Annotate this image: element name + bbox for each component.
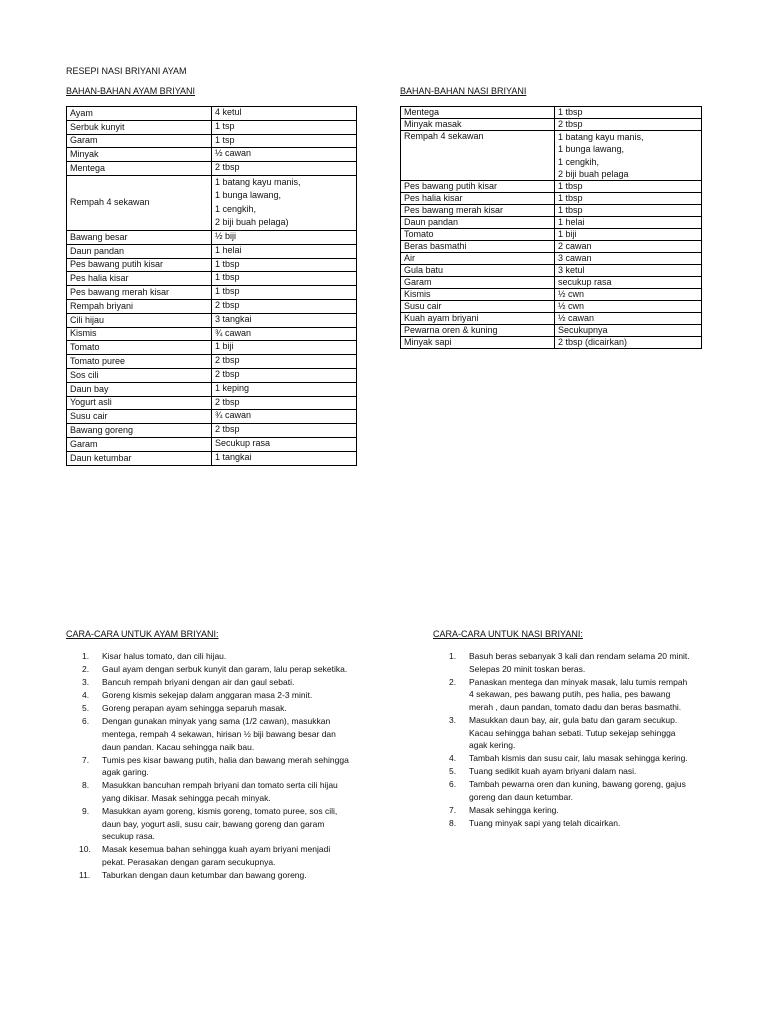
ayam-ingredient-row [67, 327, 357, 341]
ayam-ingredient-qty-line: 1 batang kayu manis, [215, 176, 301, 187]
ayam-ingredient-qty-line: 1 bunga lawang, [215, 190, 282, 201]
ayam-ingredient-row [67, 382, 357, 396]
nasi-ingredient-row [401, 313, 702, 325]
ayam-ingredient-name: Kismis [67, 327, 212, 341]
step-number: 3. [82, 677, 90, 688]
nasi-ingredient-qty: 2 tbsp (dicairkan) [555, 337, 702, 349]
ayam-ingredient-name: Pes bawang putih kisar [67, 258, 212, 272]
nasi-ingredient-name: Mentega [401, 107, 555, 119]
ayam-ingredient-row [67, 134, 357, 148]
nasi-ingredient-name: Garam [401, 277, 555, 289]
ayam-ingredient-name: Sos cili [67, 368, 212, 382]
nasi-ingredient-row [401, 205, 702, 217]
step-text-line: Selepas 20 minit toskan beras. [469, 663, 586, 674]
ayam-ingredient-qty: 2 tbsp [212, 368, 357, 382]
method-step [437, 676, 707, 714]
ayam-ingredient-row [67, 175, 357, 230]
nasi-ingredient-name: Air [401, 253, 555, 265]
step-number: 7. [449, 805, 457, 816]
method-step [437, 817, 707, 830]
method-step [70, 805, 365, 843]
nasi-ingredient-row [401, 289, 702, 301]
nasi-ingredient-row [401, 325, 702, 337]
step-text-line: daun pandan. Kacau sehingga naik bau. [102, 741, 255, 752]
ayam-ingredient-qty: ¾ cawan [212, 327, 357, 341]
method-step [70, 689, 365, 702]
step-text-line: Taburkan dengan daun ketumbar dan bawang goreng. [102, 870, 307, 881]
ayam-ingredient-qty: 1 tsp [212, 134, 357, 148]
ayam-ingredient-name: Minyak [67, 148, 212, 162]
ayam-ingredient-row [67, 162, 357, 176]
ayam-ingredient-name: Pes halia kisar [67, 272, 212, 286]
step-text-line: Gaul ayam dengan serbuk kunyit dan garam, lalu perap seketika. [102, 664, 348, 675]
ayam-ingredient-row [67, 299, 357, 313]
method-step [437, 765, 707, 778]
nasi-ingredient-name: Gula batu [401, 265, 555, 277]
nasi-ingredient-qty: 1 tbsp [555, 205, 702, 217]
ayam-ingredient-qty: 1 keping [212, 382, 357, 396]
method-step [70, 650, 365, 663]
ayam-ingredient-row [67, 396, 357, 410]
method-step [437, 752, 707, 765]
step-text-line: Masak sehingga kering. [469, 805, 559, 816]
ayam-ingredient-name: Pes bawang merah kisar [67, 286, 212, 300]
nasi-ingredient-qty: 3 ketul [555, 265, 702, 277]
method-step [437, 778, 707, 803]
nasi-ingredient-qty: secukup rasa [555, 277, 702, 289]
step-text-line: Goreng kismis sekejap dalam anggaran masa 2-3 minit. [102, 690, 313, 701]
method-step [70, 754, 365, 779]
step-text-line: 4 sekawan, pes bawang putih, pes halia, pes bawang [469, 689, 671, 700]
ayam-ingredient-qty: Secukup rasa [212, 437, 357, 451]
step-text-line: agak garing. [102, 767, 149, 778]
nasi-ingredient-name: Kuah ayam briyani [401, 313, 555, 325]
nasi-method-list [437, 650, 707, 830]
ayam-ingredients-body [67, 107, 357, 466]
step-number: 10. [79, 844, 91, 855]
ayam-ingredient-row [67, 120, 357, 134]
method-step [437, 714, 707, 752]
method-step [70, 843, 365, 868]
nasi-ingredients-body [401, 107, 702, 349]
ayam-ingredient-qty: 1 helai [212, 244, 357, 258]
nasi-ingredient-row [401, 181, 702, 193]
nasi-ingredient-qty: 1 tbsp [555, 193, 702, 205]
method-step [70, 676, 365, 689]
ayam-ingredient-qty [212, 175, 357, 230]
step-text-line: agak kering. [469, 740, 516, 751]
nasi-ingredients-table [400, 106, 702, 349]
step-number: 8. [82, 780, 90, 791]
step-number: 4. [449, 753, 457, 764]
method-step [70, 869, 365, 882]
nasi-ingredient-qty: 1 biji [555, 229, 702, 241]
step-text-line: Kisar halus tomato, dan cili hijau. [102, 651, 227, 661]
nasi-ingredient-qty [555, 131, 702, 181]
ayam-ingredient-row [67, 148, 357, 162]
nasi-ingredient-qty: 3 cawan [555, 253, 702, 265]
ayam-method-list [70, 650, 365, 882]
nasi-ingredient-qty-line: 1 bunga lawang, [558, 144, 625, 155]
nasi-ingredient-row [401, 131, 702, 181]
nasi-ingredient-qty-line: 1 batang kayu manis, [558, 132, 644, 142]
step-text-line: Bancuh rempah briyani dengan air dan gaul sebati. [102, 677, 295, 688]
nasi-ingredient-row [401, 107, 702, 119]
ayam-ingredient-row [67, 230, 357, 244]
ayam-ingredient-name: Daun pandan [67, 244, 212, 258]
step-text-line: pekat. Perasakan dengan garam secukupnya. [102, 857, 276, 867]
ayam-ingredient-row [67, 272, 357, 286]
nasi-ingredient-qty-line: 2 biji buah pelaga [558, 168, 629, 179]
step-text-line: Masukkan daun bay, air, gula batu dan garam secukup. [469, 714, 678, 725]
nasi-ingredient-qty: 1 tbsp [555, 107, 702, 119]
ayam-ingredient-qty: ½ biji [212, 230, 357, 244]
ayam-ingredient-row [67, 424, 357, 438]
step-text-line: Tambah pewarna oren dan kuning, bawang goreng, gajus [469, 779, 686, 790]
step-number: 1. [82, 651, 90, 661]
ayam-ingredient-row [67, 368, 357, 382]
nasi-ingredient-row [401, 119, 702, 131]
nasi-ingredient-qty: ½ cwn [555, 289, 702, 301]
method-step [70, 663, 365, 676]
ayam-ingredient-qty: 1 tsp [212, 120, 357, 134]
step-text-line: daun bay, yogurt asli, susu cair, bawang goreng dan garam [102, 818, 325, 829]
ayam-ingredient-name: Rempah briyani [67, 299, 212, 313]
ayam-ingredient-qty: 1 tbsp [212, 258, 357, 272]
method-step [70, 715, 365, 753]
ayam-ingredient-qty: 1 biji [212, 341, 357, 355]
nasi-ingredient-qty-line: 1 cengkih, [558, 156, 600, 167]
step-text-line: Tuang minyak sapi yang telah dicairkan. [469, 818, 621, 829]
ayam-ingredient-row [67, 258, 357, 272]
ayam-ingredient-qty: 2 tbsp [212, 424, 357, 438]
step-number: 2. [82, 664, 90, 675]
ayam-ingredient-qty: 2 tbsp [212, 299, 357, 313]
step-number: 6. [449, 779, 457, 790]
ayam-ingredient-row [67, 437, 357, 451]
ayam-ingredient-qty: 3 tangkai [212, 313, 357, 327]
step-text-line: Basuh beras sebanyak 3 kali dan rendam selama 20 minit. [469, 651, 690, 661]
nasi-method-heading: CARA-CARA UNTUK NASI BRIYANI: [433, 629, 583, 639]
step-text-line: Dengan gunakan minyak yang sama (1/2 cawan), masukkan [102, 716, 331, 727]
step-number: 5. [449, 766, 457, 777]
nasi-ingredient-qty: ½ cwn [555, 301, 702, 313]
ayam-ingredient-qty-line: 2 biji buah pelaga) [215, 217, 289, 228]
nasi-ingredient-row [401, 229, 702, 241]
ayam-ingredient-row [67, 341, 357, 355]
ayam-ingredient-name: Cili hijau [67, 313, 212, 327]
step-number: 5. [82, 703, 90, 714]
step-number: 2. [449, 676, 457, 687]
nasi-ingredient-row [401, 265, 702, 277]
ayam-ingredient-row [67, 355, 357, 369]
ayam-ingredient-qty: 2 tbsp [212, 396, 357, 410]
nasi-ingredient-name: Minyak sapi [401, 337, 555, 349]
ayam-ingredient-qty: 2 tbsp [212, 355, 357, 369]
ayam-ingredient-name: Daun bay [67, 382, 212, 396]
method-step [70, 702, 365, 715]
nasi-ingredient-qty: ½ cawan [555, 313, 702, 325]
nasi-ingredient-qty: 1 helai [555, 217, 702, 229]
nasi-ingredients-heading: BAHAN-BAHAN NASI BRIYANI [400, 86, 527, 96]
step-text-line: secukup rasa. [102, 831, 155, 842]
method-step [437, 804, 707, 817]
step-text-line: mentega, rempah 4 sekawan, hirisan ½ biji bawang besar dan [102, 729, 336, 740]
nasi-ingredient-name: Minyak masak [401, 119, 555, 131]
nasi-ingredient-name: Susu cair [401, 301, 555, 313]
nasi-ingredient-row [401, 193, 702, 205]
nasi-ingredient-name: Kismis [401, 289, 555, 301]
ayam-ingredient-name: Yogurt asli [67, 396, 212, 410]
step-number: 1. [449, 651, 457, 661]
nasi-ingredient-name: Pes bawang merah kisar [401, 205, 555, 217]
step-text-line: goreng dan daun ketumbar. [469, 792, 573, 803]
ayam-ingredient-qty: ½ cawan [212, 148, 357, 162]
step-text-line: merah , daun pandan, tomato dadu dan beras basmathi. [469, 701, 682, 712]
ayam-ingredient-name: Ayam [67, 107, 212, 121]
ayam-ingredient-name: Bawang besar [67, 230, 212, 244]
step-text-line: Goreng perapan ayam sehingga separuh masak. [102, 703, 287, 714]
step-text-line: Tuang sedikit kuah ayam briyani dalam nasi. [469, 766, 637, 777]
step-text-line: Masukkan bancuhan rempah briyani dan tomato serta cili hijau [102, 780, 338, 791]
ayam-ingredient-name: Tomato puree [67, 355, 212, 369]
nasi-ingredient-name: Tomato [401, 229, 555, 241]
step-text-line: Tumis pes kisar bawang putih, halia dan bawang merah sehingga [102, 754, 349, 765]
nasi-ingredient-name: Pewarna oren & kuning [401, 325, 555, 337]
step-number: 3. [449, 714, 457, 725]
ayam-ingredient-qty: 4 ketul [212, 107, 357, 121]
nasi-ingredient-name: Pes halia kisar [401, 193, 555, 205]
nasi-ingredient-qty: 2 cawan [555, 241, 702, 253]
ayam-ingredient-name: Bawang goreng [67, 424, 212, 438]
ayam-method-heading: CARA-CARA UNTUK AYAM BRIYANI: [66, 629, 219, 639]
step-number: 6. [82, 716, 90, 727]
step-text-line: yang dikisar. Masak sehingga pecah minyak. [102, 793, 271, 804]
ayam-ingredient-name: Garam [67, 437, 212, 451]
nasi-ingredient-row [401, 253, 702, 265]
nasi-ingredient-qty: 2 tbsp [555, 119, 702, 131]
ayam-ingredient-qty-line: 1 cengkih, [215, 203, 257, 214]
step-number: 4. [82, 690, 90, 701]
ayam-ingredient-row [67, 313, 357, 327]
ayam-ingredient-qty: 2 tbsp [212, 162, 357, 176]
nasi-ingredient-name: Daun pandan [401, 217, 555, 229]
method-step [70, 779, 365, 804]
ayam-ingredient-row [67, 107, 357, 121]
document-title: RESEPI NASI BRIYANI AYAM [66, 66, 187, 76]
nasi-ingredient-name: Rempah 4 sekawan [401, 131, 555, 181]
ayam-ingredient-name: Daun ketumbar [67, 451, 212, 465]
step-text-line: Masak kesemua bahan sehingga kuah ayam briyani menjadi [102, 844, 331, 855]
step-text-line: Kacau sehingga bahan sebati. Tutup sekejap sehingga [469, 727, 676, 738]
nasi-ingredient-name: Beras basmathi [401, 241, 555, 253]
ayam-ingredient-qty: 1 tbsp [212, 286, 357, 300]
ayam-ingredient-row [67, 410, 357, 424]
step-text-line: Masukkan ayam goreng, kismis goreng, tomato puree, sos cili, [102, 806, 338, 817]
ayam-ingredient-name: Garam [67, 134, 212, 148]
nasi-ingredient-row [401, 301, 702, 313]
ayam-ingredient-name: Mentega [67, 162, 212, 176]
nasi-ingredient-name: Pes bawang putih kisar [401, 181, 555, 193]
nasi-ingredient-qty: 1 tbsp [555, 181, 702, 193]
step-number: 11. [79, 870, 91, 881]
step-number: 9. [82, 806, 90, 817]
ayam-ingredient-name: Serbuk kunyit [67, 120, 212, 134]
step-text-line: Tambah kismis dan susu cair, lalu masak sehingga kering. [469, 753, 688, 764]
ayam-ingredients-table [66, 106, 357, 466]
ayam-ingredient-row [67, 286, 357, 300]
ayam-ingredient-row [67, 451, 357, 465]
ayam-ingredient-qty: ¾ cawan [212, 410, 357, 424]
step-number: 7. [82, 754, 90, 765]
ayam-ingredient-qty: 1 tangkai [212, 451, 357, 465]
nasi-ingredient-row [401, 277, 702, 289]
ayam-ingredient-qty: 1 tbsp [212, 272, 357, 286]
nasi-ingredient-row [401, 241, 702, 253]
step-text-line: Panaskan mentega dan minyak masak, lalu tumis rempah [469, 676, 688, 687]
step-number: 8. [449, 818, 457, 829]
nasi-ingredient-row [401, 337, 702, 349]
ayam-ingredient-name: Rempah 4 sekawan [67, 175, 212, 230]
ayam-ingredients-heading: BAHAN-BAHAN AYAM BRIYANI [66, 86, 196, 96]
ayam-ingredient-row [67, 244, 357, 258]
ayam-ingredient-name: Susu cair [67, 410, 212, 424]
nasi-ingredient-row [401, 217, 702, 229]
ayam-ingredient-name: Tomato [67, 341, 212, 355]
nasi-ingredient-qty: Secukupnya [555, 325, 702, 337]
method-step [437, 650, 707, 675]
